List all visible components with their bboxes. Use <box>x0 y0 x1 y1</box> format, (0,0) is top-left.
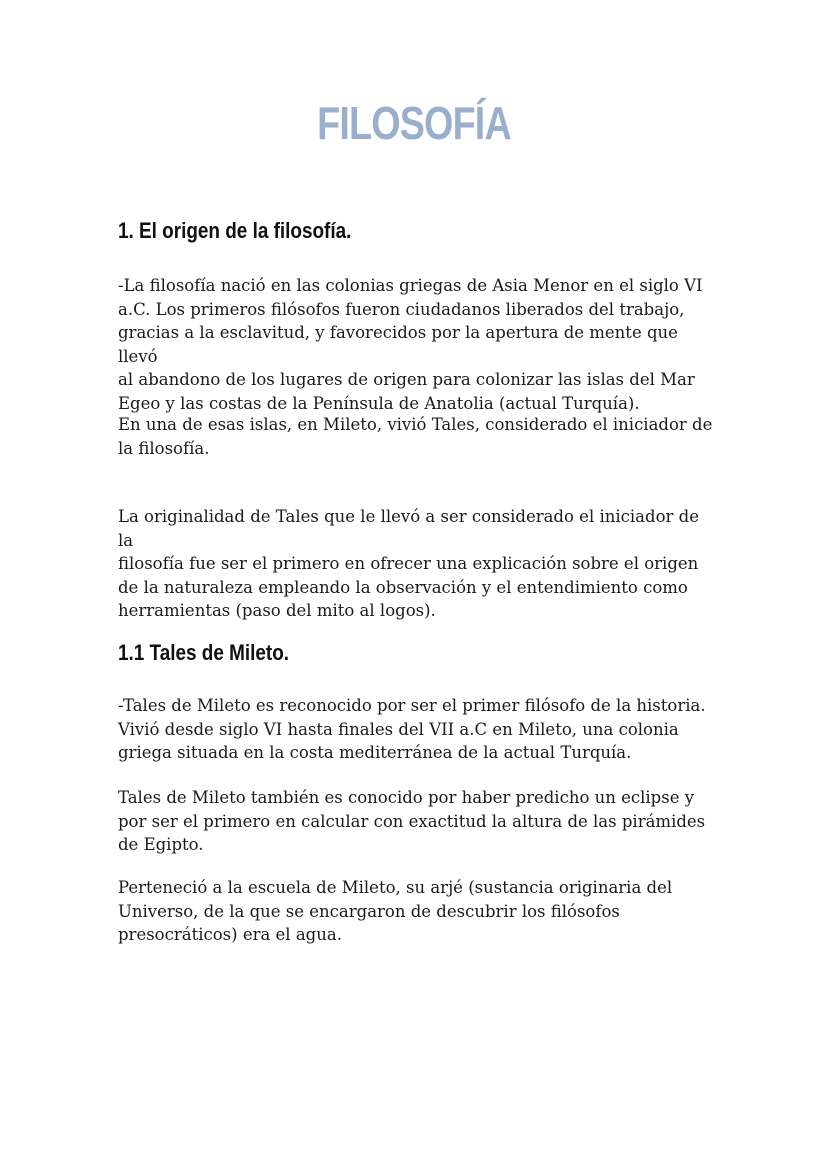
paragraph: Perteneció a la escuela de Mileto, su arjé (sustancia originaria del Universo, de la que se encargaron de descubrir los filósofos presocráticos) era el agua. <box>118 878 673 945</box>
paragraph: En una de esas islas, en Mileto, vivió Tales, considerado el iniciador de la filosofía. <box>118 415 713 458</box>
document-title: FILOSOFÍA <box>317 97 511 149</box>
section-heading-tales: 1.1 Tales de Mileto. <box>118 640 290 665</box>
paragraph: -La filosofía nació en las colonias griegas de Asia Menor en el siglo VI a.C. Los primeros filósofos fueron ciudadanos liberados del trabajo, gracias a la esclavitud, y favorecidos por la apertura de mente que llevó al abandono de los lugares de origen para colonizar las islas del Mar Egeo y las costas de la Península de Anatolia (actual Turquía). <box>118 276 703 413</box>
section-heading-origen: 1. El origen de la filosofía. <box>118 218 352 243</box>
paragraph: La originalidad de Tales que le llevó a ser considerado el iniciador de la filosofía fue ser el primero en ofrecer una explicación sobre el origen de la naturaleza empleando la observación y el entendimiento como herramientas (paso del mito al logos). <box>118 507 699 621</box>
paragraph: -Tales de Mileto es reconocido por ser el primer filósofo de la historia. Vivió desde siglo VI hasta finales del VII a.C en Mileto, una colonia griega situada en la costa mediterránea de la actual Turquía. <box>118 696 706 763</box>
paragraph: Tales de Mileto también es conocido por haber predicho un eclipse y por ser el primero en calcular con exactitud la altura de las pirámides de Egipto. <box>118 788 706 855</box>
